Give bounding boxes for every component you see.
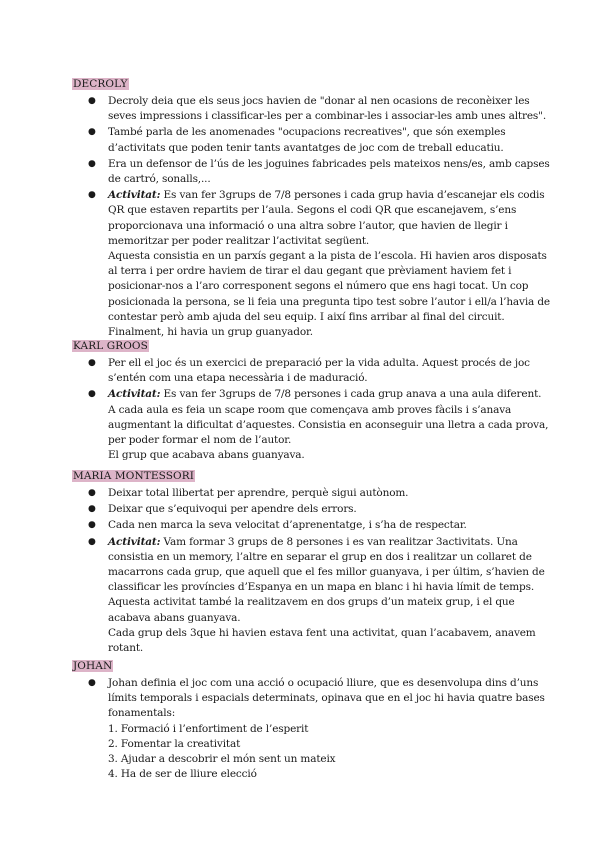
section-maria-montessori [72, 464, 545, 656]
text-line: contestar però amb ajuda del seu equip. I així fins arribar al final del circuit. [108, 310, 505, 323]
text-line [108, 188, 545, 203]
text-line: posicionar-nos a l’aro corresponent segons el número que ens hagi tocat. Un cop [108, 280, 529, 293]
bullet-icon: ● [88, 158, 96, 169]
text-line: Cada grup dels 3que hi havien estava fent una activitat, quan l’acabavem, anavem [108, 626, 536, 639]
text-line: Johan definia el joc com una acció o ocupació lliure, que es desenvolupa dins d’uns [108, 677, 539, 689]
bullet-list [72, 356, 549, 463]
text-line: seves impressions i classificar-les per a combinar-les i associar-les amb unes altres". [108, 110, 547, 123]
text-line: Aquesta activitat també la realitzavem en dos grups d’un mateix grup, i el que [108, 596, 515, 609]
text-line: Per ell el joc és un exercici de preparació per la vida adulta. Aquest procés de joc [108, 357, 530, 369]
bullet-icon: ● [88, 127, 96, 138]
list-item [72, 356, 532, 386]
text-line: Era un defensor de l’ús de les joguines fabricades pels mateixos nens/es, amb capses [108, 157, 550, 170]
text-line: Deixar total llibertat per aprendre, perquè sigui autònom. [108, 487, 409, 499]
list-item [72, 518, 532, 533]
list-item [72, 94, 547, 124]
activity-label: Activitat: [108, 189, 161, 202]
bullet-icon: ● [88, 96, 96, 106]
text-line: El grup que acabava abans guanyava. [108, 449, 305, 462]
list-item [72, 125, 532, 155]
bullet-list [72, 94, 550, 340]
activity-label: Activitat: [108, 388, 161, 401]
text-line: proporcionava una informació o una altra sobre l’autor, que havien de llegir i [108, 219, 508, 232]
bullet-list [72, 676, 545, 782]
section-heading: JOHAN [73, 660, 113, 672]
text-line: s’entén com una etapa necessària i de maduració. [108, 372, 368, 385]
text-line: classificar les províncies d’Espanya en un mapa en blanc i hi havia límit de temps. [108, 581, 535, 594]
text-line: QR que estaven repartits per l’aula. Segons el codi QR que escanejavem, s’ens [108, 204, 517, 217]
text-line: per poder formar el nom de l’autor. [108, 434, 292, 447]
text-line: d’activitats que poden tenir tants avantatges de joc com de treball educatiu. [108, 141, 504, 154]
bullet-list [72, 486, 545, 656]
text-line: memoritzar per poder realitzar l’activitat següent. [108, 234, 370, 247]
list-item-activity [72, 387, 549, 463]
bullet-icon: ● [88, 678, 96, 688]
text-line: de cartró, sonalls,... [108, 173, 211, 186]
bullet-icon: ● [88, 358, 96, 368]
section-heading: DECROLY [73, 78, 128, 90]
section-karl-groos [72, 334, 549, 463]
section-heading: KARL GROOS [73, 340, 148, 352]
list-item-activity [72, 535, 545, 657]
text-line: rotant. [108, 642, 144, 655]
text-line: macarrons cada grup, que aquell que el fes millor guanyava, i per últim, s’havien de [108, 566, 545, 579]
text-line: Decroly deia que els seus jocs havien de "donar al nen ocasions de reconèixer les [108, 95, 530, 107]
list-item [72, 486, 532, 501]
text-line: consistia en un memory, l’altre en separar el grup en dos i realitzar un collaret de [108, 550, 532, 563]
text-line: al terra i per ordre haviem de tirar el dau gegant que prèviament haviem fet i [108, 265, 512, 278]
bullet-icon: ● [88, 488, 96, 498]
text-segment: Es van fer 3grups de 7/8 persones i cada grup anava a una aula diferent. [160, 388, 542, 401]
activity-label: Activitat: [108, 535, 161, 548]
bullet-icon: ● [88, 536, 96, 547]
text-line: augmentant la dificultat d’aquestes. Consistia en aconseguir una lletra a cada prova, [108, 418, 549, 431]
list-item [72, 157, 550, 187]
text-line [108, 535, 532, 550]
numbered-line: 3. Ajudar a descobrir el món sent un mateix [108, 753, 336, 766]
text-line: Aquesta consistia en un parxís gegant a la pista de l’escola. Hi havien aros disposats [108, 250, 547, 263]
text-segment: Es van fer 3grups de 7/8 persones i cada grup havia d’escanejar els codis [160, 189, 545, 202]
text-line: Finalment, hi havia un grup guanyador. [108, 326, 313, 339]
text-line: fonamentals: [108, 707, 176, 720]
section-heading: MARIA MONTESSORI [73, 470, 194, 482]
text-line: acabava abans guanyava. [108, 611, 241, 624]
bullet-icon: ● [88, 190, 96, 201]
text-segment: Vam formar 3 grups de 8 persones i es van realitzar 3activitats. Una [160, 535, 518, 548]
numbered-line: 4. Ha de ser de lliure elecció [108, 768, 257, 781]
text-line: També parla de les anomenades "ocupacions recreatives", que són exemples [108, 126, 506, 139]
text-line: posicionada la persona, se li feia una pregunta tipo test sobre l’autor i ell/a l’havia de [108, 295, 550, 308]
list-item [72, 502, 532, 517]
list-item [72, 676, 545, 782]
text-line: A cada aula es feia un scape room que començava amb proves fàcils i s’anava [108, 403, 512, 416]
text-line: Cada nen marca la seva velocitat d’aprenentatge, i s’ha de respectar. [108, 519, 467, 532]
text-line [108, 387, 542, 402]
list-item-activity [72, 188, 550, 340]
numbered-line: 1. Formació i l’enfortiment de l’esperit [108, 722, 309, 735]
text-line: Deixar que s’equivoqui per apendre dels errors. [108, 503, 357, 516]
bullet-icon: ● [88, 389, 96, 400]
bullet-icon: ● [88, 504, 96, 515]
bullet-icon: ● [88, 520, 96, 531]
section-decroly [72, 72, 550, 340]
section-johan [72, 654, 545, 782]
numbered-line: 2. Fomentar la creativitat [108, 737, 241, 750]
text-line: límits temporals i espacials determinats, opinava que en el joc hi havia quatre bases [108, 692, 545, 705]
